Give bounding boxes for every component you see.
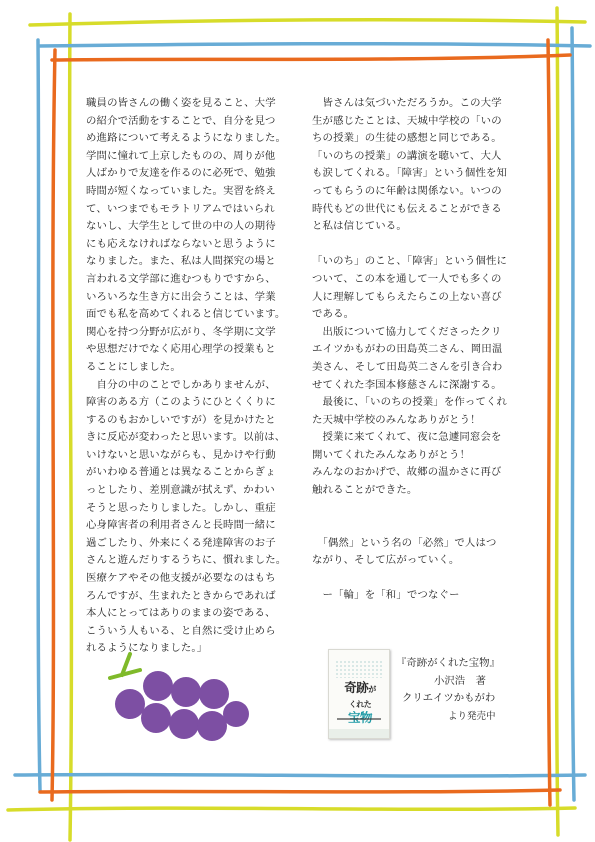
text-line: と私は信じている。 xyxy=(312,220,407,233)
text-line: きに反応が変わったと思います。以前は、 xyxy=(86,431,286,444)
text-line: ちの授業」の生徒の感想と同じである。 xyxy=(312,132,502,145)
right-paragraph-2 xyxy=(312,253,517,499)
grape xyxy=(197,711,227,741)
frame-line-orange-left xyxy=(52,50,55,800)
text-line: 言われる文学部に進むつもりですから、 xyxy=(86,272,276,285)
text-line: 出版について協力してくださったクリ xyxy=(312,325,502,338)
grape xyxy=(199,679,229,709)
text-line: 時間が短くなっていました。実習を終え xyxy=(86,184,276,197)
text-line: 「いのちの授業」の講演を聴いて、大人 xyxy=(312,149,502,162)
text-line: 授業に来てくれて、夜に急遽同窓会を xyxy=(312,431,502,444)
text-line: 美さん、そして田島英二さんを引き合わ xyxy=(312,360,503,373)
frame-line-yellow-top xyxy=(30,20,585,25)
grape-stem xyxy=(110,654,140,678)
text-line: 医療ケアやその他支援が必要なのはもち xyxy=(86,572,276,585)
frame-line-blue-right xyxy=(572,28,574,800)
text-line: 面でも私を高めてくれると信じています。 xyxy=(86,308,286,321)
text-line: こういう人もいる、と自然に受け止めら xyxy=(86,624,276,637)
cover-pattern xyxy=(335,660,383,678)
book-info xyxy=(396,655,536,725)
cover-title-main: 奇跡 xyxy=(344,680,369,695)
grape xyxy=(171,677,201,707)
text-line: 関心を持つ分野が広がり、冬学期に文学 xyxy=(86,325,276,338)
text-line: がいわゆる普通とは異なることからぎょ xyxy=(86,466,276,479)
text-line: ろんですが、生まれたときからであれば xyxy=(86,589,276,602)
text-line: や思想だけでなく応用心理学の授業もと xyxy=(86,343,276,356)
text-line: め進路について考えるようになりました。 xyxy=(86,132,287,145)
right-paragraph-3 xyxy=(312,535,517,570)
frame-line-blue-left xyxy=(38,40,40,790)
text-line: ついて、この本を通して一人でも多くの xyxy=(312,272,502,285)
text-line: 生が感じたことは、天城中学校の「いの xyxy=(312,114,502,127)
cover-title-small: が xyxy=(368,685,376,694)
text-line: ないし、大学生として世の中の人の期待 xyxy=(86,220,276,233)
grape xyxy=(115,689,145,719)
right-text-column xyxy=(312,95,517,605)
grapes-illustration xyxy=(100,648,260,758)
text-line: 最後に、「いのちの授業」を作ってくれ xyxy=(312,396,508,409)
book-publisher: クリエイツかもがわ xyxy=(402,692,496,704)
text-line: 皆さんは気づいただろうか。この大学 xyxy=(312,97,502,109)
book-author: 小沢浩 著 xyxy=(434,674,486,687)
text-line: いろいろな生き方に出会うことは、学業 xyxy=(86,290,276,303)
frame-line-yellow-bottom xyxy=(8,808,575,810)
text-line: 「偶然」という名の「必然」で人はつ xyxy=(312,536,497,549)
text-line: た天城中学校のみんなありがとう！ xyxy=(312,413,481,426)
text-line: いけないと思いながらも、見かけや行動 xyxy=(86,448,276,461)
text-line: 「いのち」のこと、「障害」という個性に xyxy=(312,255,508,268)
motto-line: ー「輪」を「和」でつなぐー xyxy=(312,589,460,602)
text-line: せてくれた李国本修慈さんに深謝する。 xyxy=(312,378,502,391)
text-line: にも応えなければならないと思うように xyxy=(86,237,276,250)
text-line: エイツかもがわの田島英二さん、岡田温 xyxy=(312,343,503,356)
text-line: 過ごしたり、外来にくる発達障害のお子 xyxy=(86,536,276,549)
text-line: ながり、そして広がっていく。 xyxy=(312,554,460,567)
text-line: も涙してくれる。「障害」という個性を知 xyxy=(312,167,508,180)
text-line: 職員の皆さんの働く姿を見ること、大学 xyxy=(86,97,276,109)
book-title: 『奇跡がくれた宝物』 xyxy=(396,657,500,669)
book-release: より発売中 xyxy=(448,710,496,722)
text-line: 心身障害者の利用者さんと長時間一緒に xyxy=(86,519,276,532)
text-line: ってもらうのに年齢は関係ない。いつの xyxy=(312,184,502,197)
frame-line-blue-bottom xyxy=(15,775,585,776)
frame-line-orange-right xyxy=(548,40,550,805)
grape xyxy=(169,709,199,739)
text-line: 人に理解してもらえたらこの上ない喜び xyxy=(312,290,502,303)
left-text-column xyxy=(86,95,296,658)
text-line: 障害のある方（このようにひとくくりに xyxy=(86,396,276,409)
frame-line-orange-bottom xyxy=(40,790,560,792)
frame-line-yellow-right xyxy=(557,8,558,835)
text-line: の紹介で活動をすることで、自分を見つ xyxy=(86,114,276,127)
text-line: 自分の中のことでしかありませんが、 xyxy=(86,378,276,391)
cover-author-bar xyxy=(337,718,381,720)
text-line: 学問に憧れて上京したものの、周りが他 xyxy=(86,149,276,162)
grape xyxy=(141,703,171,733)
text-line: て、いつまでもモラトリアムではいられ xyxy=(86,202,275,215)
grape xyxy=(143,671,173,701)
cover-bottom-band xyxy=(329,729,389,738)
text-line: そうと思ったりしました。しかし、重症 xyxy=(86,501,276,514)
frame-line-blue-top xyxy=(40,44,590,46)
text-line: 時代もどの世代にも伝えることができる xyxy=(312,202,502,215)
text-line: みんなのおかげで、故郷の温かさに再び xyxy=(312,466,502,479)
text-line: さんと遊んだりするうちに、慣れました。 xyxy=(86,554,287,567)
text-line: 触れることができた。 xyxy=(312,484,418,497)
cover-title-line2: くれた xyxy=(348,700,372,709)
text-line: れるようになりました。」 xyxy=(86,642,208,655)
text-line: なりました。また、私は人間探究の場と xyxy=(86,255,276,268)
text-line: 本人にとってはありのままの姿である、 xyxy=(86,607,276,620)
grape xyxy=(223,701,249,727)
right-paragraph-1 xyxy=(312,95,517,236)
frame-line-yellow-left xyxy=(70,14,72,840)
text-line: 開いてくれたみんなありがとう！ xyxy=(312,448,471,461)
text-line: っとしたり、差別意識が拭えず、かわい xyxy=(86,484,275,497)
text-line: するのもおかしいですが）を見かけたと xyxy=(86,413,276,426)
frame-line-orange-top xyxy=(52,55,570,60)
text-line: ることにしました。 xyxy=(86,360,181,373)
book-cover-image xyxy=(328,649,390,739)
text-line: 人ばかりで友達を作るのに必死で、勉強 xyxy=(86,167,276,180)
text-line: である。 xyxy=(312,308,355,321)
